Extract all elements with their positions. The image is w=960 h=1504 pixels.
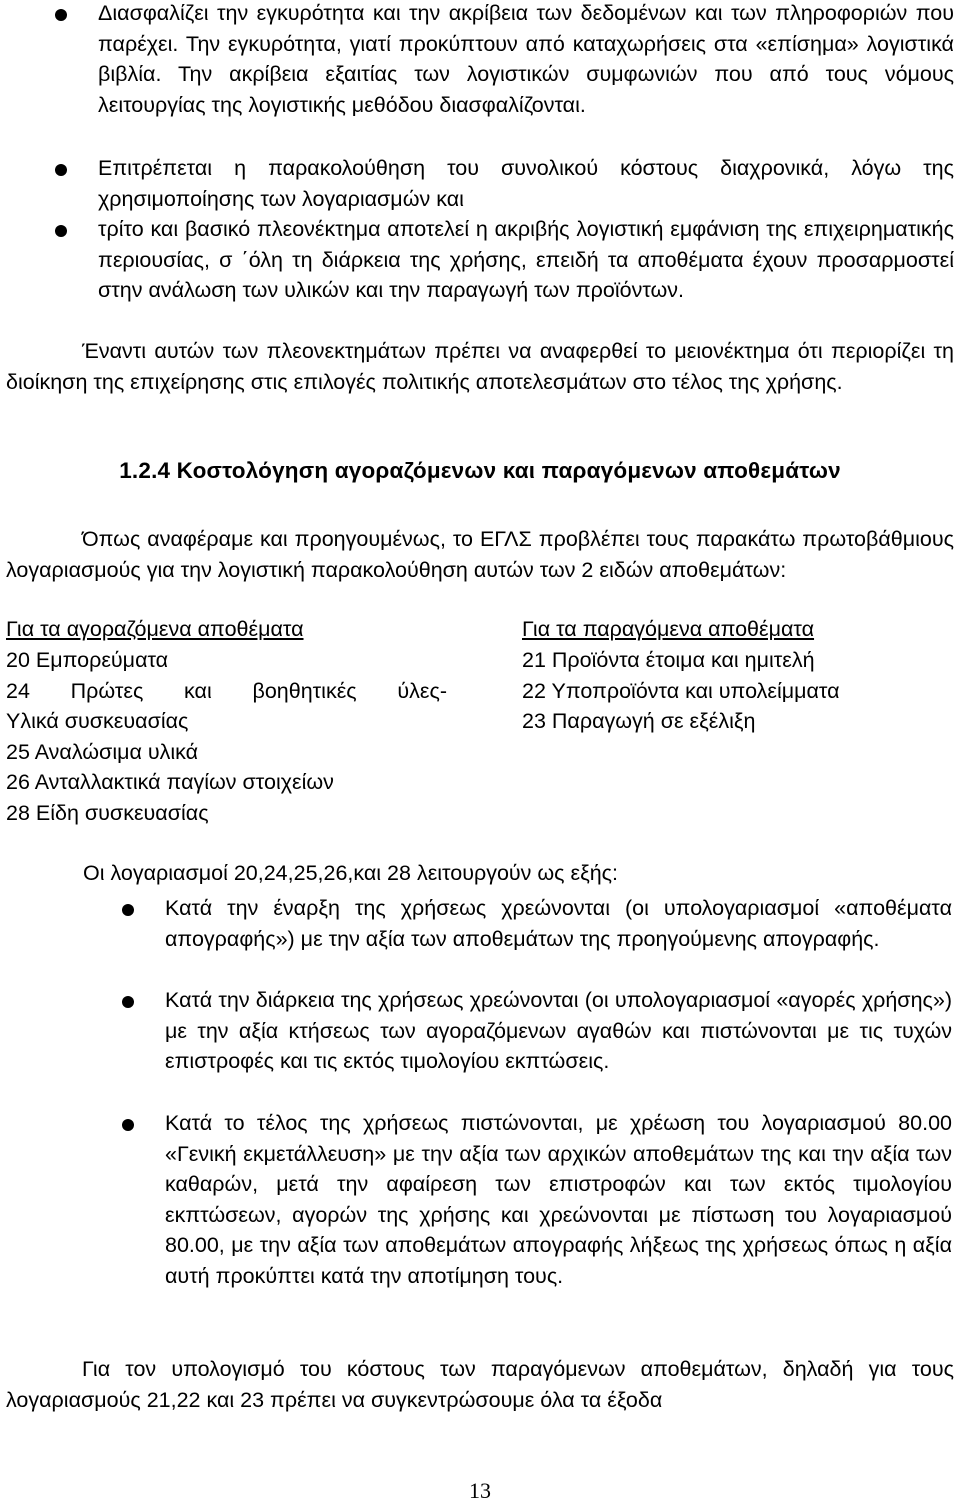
purchased-account-item: 20 Εμπορεύματα xyxy=(6,648,169,672)
bullet-icon xyxy=(122,904,134,916)
bullet-text: τρίτο και βασικό πλεονέκτημα αποτελεί η ακριβής λογιστική εμφάνιση της επιχειρηματικής περιουσίας, σ ΄όλη τη διάρκεια της χρήσης, επειδή τα αποθέματα έχουν προσαρμοστεί στην ανάλωση των υλικών και την παραγωγή των προϊόντων. xyxy=(98,217,954,303)
purchased-account-item: 26 Ανταλλακτικά παγίων στοιχείων xyxy=(6,770,334,794)
accounts-function-intro: Οι λογαριασμοί 20,24,25,26,και 28 λειτουργούν ως εξής: xyxy=(83,861,619,885)
bullet-text: Κατά την έναρξη της χρήσεως χρεώνονται (οι υπολογαριασμοί «αποθέματα απογραφής») με την αξία των αποθεμάτων της προηγούμενης απογραφής. xyxy=(165,896,952,951)
paragraph-disadvantage: Έναντι αυτών των πλεονεκτημάτων πρέπει να αναφερθεί το μειονέκτημα ότι περιορίζει τη διοίκηση της επιχείρησης στις επιλογές πολιτικής αποτελεσμάτων στο τέλος της χρήσης. xyxy=(6,339,954,394)
section-heading: 1.2.4 Κοστολόγηση αγοραζόμενων και παραγόμενων αποθεμάτων xyxy=(119,458,841,483)
bullet-text: Κατά την διάρκεια της χρήσεως χρεώνονται (οι υπολογαριασμοί «αγορές χρήσης») με την αξία κτήσεως των αγοραζόμενων αγαθών και πιστώνονται με τις τυχών επιστροφές και τις εκτός τιμολογίου εκπτώσεις. xyxy=(165,988,952,1074)
produced-account-item: 23 Παραγωγή σε εξέλιξη xyxy=(522,709,756,733)
produced-inventories-header: Για τα παραγόμενα αποθέματα xyxy=(522,617,815,641)
paragraph-final: Για τον υπολογισμό του κόστους των παραγόμενων αποθεμάτων, δηλαδή για τους λογαριασμούς 21,22 και 23 πρέπει να συγκεντρώσουμε όλα τα έξοδα xyxy=(6,1357,954,1412)
bullet-icon xyxy=(55,9,67,21)
purchased-account-item: 24 Πρώτες και βοηθητικές ύλες- xyxy=(6,679,447,703)
purchased-account-item: 25 Αναλώσιμα υλικά xyxy=(6,740,199,764)
purchased-account-item: Υλικά συσκευασίας xyxy=(6,709,189,733)
produced-account-item: 21 Προϊόντα έτοιμα και ημιτελή xyxy=(522,648,815,672)
purchased-inventories-header: Για τα αγοραζόμενα αποθέματα xyxy=(6,617,304,641)
bullet-icon xyxy=(122,1119,134,1131)
bullet-icon xyxy=(55,164,67,176)
purchased-account-item: 28 Είδη συσκευασίας xyxy=(6,801,209,825)
bullet-text: Κατά το τέλος της χρήσεως πιστώνονται, με χρέωση του λογαριασμού 80.00 «Γενική εκμετάλλευση» με την αξία των αρχικών αποθεμάτων της και την αξία των καθαρών, μετά την αφαίρεση των επιστροφών και των εκτός τιμολογίου εκπτώσεων, αγορών της χρήσης και χρεώνονται με πίστωση του λογαριασμού 80.00, με την αξία των αποθεμάτων απογραφής λήξεως της χρήσεως όπως η αξία αυτή προκύπτει κατά την αποτίμηση τους. xyxy=(165,1111,952,1288)
bullet-text: Διασφαλίζει την εγκυρότητα και την ακρίβεια των δεδομένων και των πληροφοριών που παρέχει. Την εγκυρότητα, γιατί προκύπτουν από καταχωρήσεις στα «επίσημα» λογιστικά βιβλία. Την ακρίβεια εξαιτίας των λογιστικών συμφωνιών που από τους νόμους λειτουργίας της λογιστικής μεθόδου διασφαλίζονται. xyxy=(98,1,954,117)
page-number: 13 xyxy=(469,1478,491,1503)
bullet-icon xyxy=(122,996,134,1008)
produced-account-item: 22 Υποπροϊόντα και υπολείμματα xyxy=(522,679,840,703)
bullet-icon xyxy=(55,225,67,237)
bullet-text: Επιτρέπεται η παρακολούθηση του συνολικού κόστους διαχρονικά, λόγω της χρησιμοποίησης των λογαριασμών και xyxy=(98,156,954,211)
paragraph-intro: Όπως αναφέραμε και προηγουμένως, το ΕΓΛΣ προβλέπει τους παρακάτω πρωτοβάθμιους λογαριασμούς για την λογιστική παρακολούθηση αυτών των 2 ειδών αποθεμάτων: xyxy=(6,527,954,582)
